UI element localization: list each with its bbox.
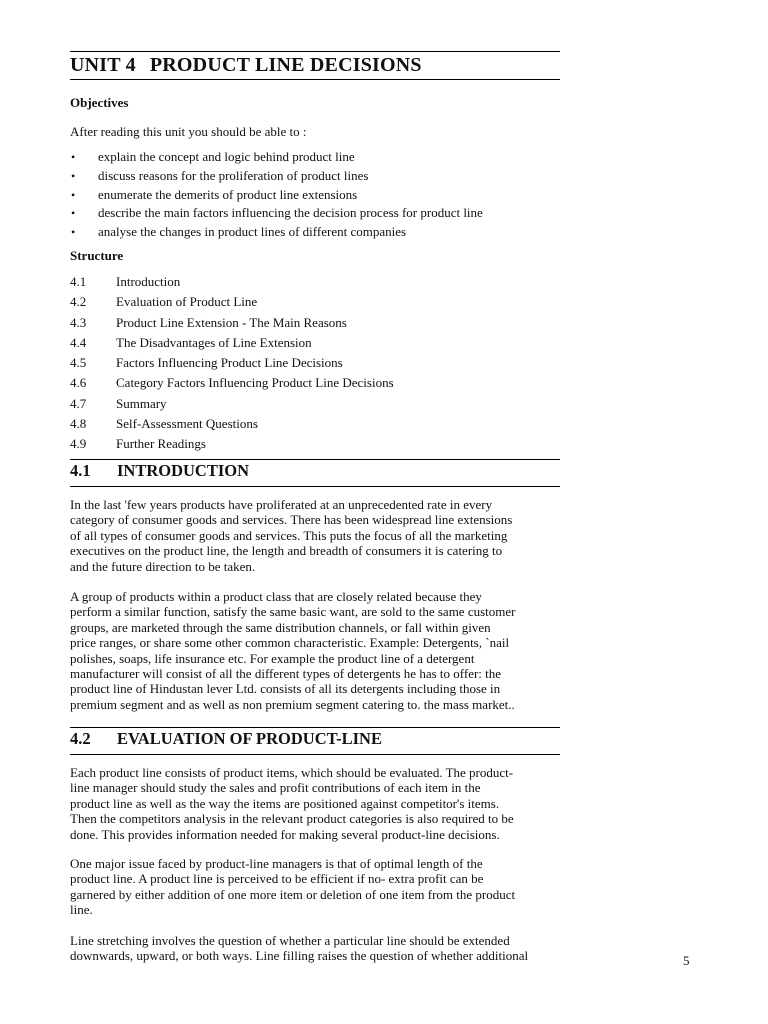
bullet-icon: • <box>71 150 76 164</box>
structure-item-number: 4.8 <box>70 416 87 432</box>
unit-number: UNIT 4 <box>70 54 136 76</box>
bullet-icon: • <box>71 187 76 202</box>
structure-item-number: 4.4 <box>70 334 87 350</box>
structure-item-title: Further Readings <box>116 436 206 452</box>
text-line: garnered by either addition of one more item or deletion of one item from the product <box>70 886 516 902</box>
section-heading-evaluation <box>70 727 560 755</box>
structure-item-title: Evaluation of Product Line <box>116 294 258 310</box>
objective-item <box>70 186 483 205</box>
objectives-heading: Objectives <box>70 95 129 110</box>
unit-title-block <box>70 51 560 80</box>
structure-item-number: 4.3 <box>70 314 87 330</box>
objective-item <box>70 167 483 186</box>
text-line: and the future direction to be taken. <box>70 558 256 574</box>
structure-item <box>70 414 394 434</box>
paragraph <box>70 589 565 712</box>
structure-item-number: 4.5 <box>70 355 87 371</box>
bullet-icon: • <box>71 168 76 183</box>
structure-item <box>70 333 394 353</box>
text-line: line. <box>70 902 93 918</box>
structure-item-title: Factors Influencing Product Line Decisions <box>116 355 343 371</box>
text-line: In the last 'few years products have proliferated at an unprecedented rate in every <box>70 497 493 512</box>
text-line: A group of products within a product class that are closely related because they <box>70 589 482 604</box>
structure-heading: Structure <box>70 248 124 263</box>
text-line: Then the competitors analysis in the relevant product categories is also required to be <box>70 811 514 827</box>
objective-item <box>70 204 483 223</box>
paragraph <box>70 933 565 964</box>
section-number: 4.2 <box>70 729 91 748</box>
structure-item <box>70 313 394 333</box>
text-line: Line stretching involves the question of whether a particular line should be extended <box>70 933 510 948</box>
structure-item-title: Summary <box>116 395 167 411</box>
paragraph <box>70 497 565 574</box>
structure-item-number: 4.1 <box>70 274 87 289</box>
structure-item <box>70 373 394 393</box>
bullet-icon: • <box>71 225 76 240</box>
text-line: done. This provides information needed for making several product-line decisions. <box>70 826 500 842</box>
section-title: EVALUATION OF PRODUCT-LINE <box>117 729 382 748</box>
text-line: Each product line consists of product items, which should be evaluated. The product- <box>70 765 514 780</box>
bullet-icon: • <box>71 206 76 221</box>
section-title: INTRODUCTION <box>117 461 250 480</box>
text-line: product line of Hindustan lever Ltd. consists of all its detergents including those in <box>70 681 501 697</box>
section-heading-introduction <box>70 459 560 487</box>
structure-item-number: 4.9 <box>70 436 87 452</box>
text-line: One major issue faced by product-line managers is that of optimal length of the <box>70 856 483 871</box>
text-line: line manager should study the sales and profit contributions of each item in the <box>70 780 481 796</box>
text-line: product line as well as the way the items are positioned against competitor's items. <box>70 795 500 811</box>
objective-item <box>70 148 483 167</box>
objective-text: discuss reasons for the proliferation of product lines <box>98 167 369 183</box>
text-line: of all types of consumer goods and services. This puts the focus of all the marketing <box>70 527 508 543</box>
unit-title <box>70 54 422 77</box>
objectives-intro: After reading this unit you should be able to : <box>70 124 307 139</box>
unit-name: PRODUCT LINE DECISIONS <box>149 54 422 76</box>
structure-list <box>70 272 394 455</box>
structure-item-title: Category Factors Influencing Product Line Decisions <box>116 375 394 391</box>
structure-item <box>70 272 394 292</box>
text-line: groups, are marketed through the same distribution channels, or fall within given <box>70 619 491 635</box>
structure-item-number: 4.6 <box>70 375 87 391</box>
structure-item <box>70 353 394 373</box>
objective-text: describe the main factors influencing the decision process for product line <box>98 205 483 221</box>
text-line: perform a similar function, satisfy the same basic want, are sold to the same customer <box>70 604 516 620</box>
structure-item-title: The Disadvantages of Line Extension <box>116 334 312 350</box>
structure-item <box>70 434 394 454</box>
text-line: polishes, soaps, life insurance etc. For example the product line of a detergent <box>70 650 475 666</box>
structure-item <box>70 292 394 312</box>
objective-text: analyse the changes in product lines of different companies <box>98 224 407 240</box>
paragraph <box>70 765 565 842</box>
structure-item-title: Introduction <box>116 274 181 289</box>
page-number: 5 <box>683 953 690 968</box>
structure-item-title: Product Line Extension - The Main Reasons <box>116 314 347 330</box>
structure-item <box>70 394 394 414</box>
text-line: price ranges, or share some other common characteristic. Example: Detergents, `nail <box>70 635 510 651</box>
structure-item-number: 4.7 <box>70 395 87 411</box>
paragraph <box>70 856 565 918</box>
section-number: 4.1 <box>70 461 91 480</box>
text-line: executives on the product line, the length and breadth of consumers it is catering to <box>70 543 503 559</box>
objective-text: enumerate the demerits of product line extensions <box>98 186 358 202</box>
text-line: downwards, upward, or both ways. Line filling raises the question of whether additional <box>70 948 529 964</box>
text-line: manufacturer will consist of all the different types of detergents he has to offer: the <box>70 666 502 682</box>
objective-text: explain the concept and logic behind product line <box>98 149 355 164</box>
objective-item <box>70 223 483 242</box>
structure-item-number: 4.2 <box>70 294 87 310</box>
text-line: category of consumer goods and services. There has been widespread line extensions <box>70 512 513 528</box>
objectives-list <box>70 148 483 242</box>
text-line: product line. A product line is perceived to be efficient if no- extra profit can be <box>70 871 484 887</box>
text-line: premium segment and as well as non premium segment catering to. the mass market.. <box>70 696 515 712</box>
structure-item-title: Self-Assessment Questions <box>116 416 258 432</box>
